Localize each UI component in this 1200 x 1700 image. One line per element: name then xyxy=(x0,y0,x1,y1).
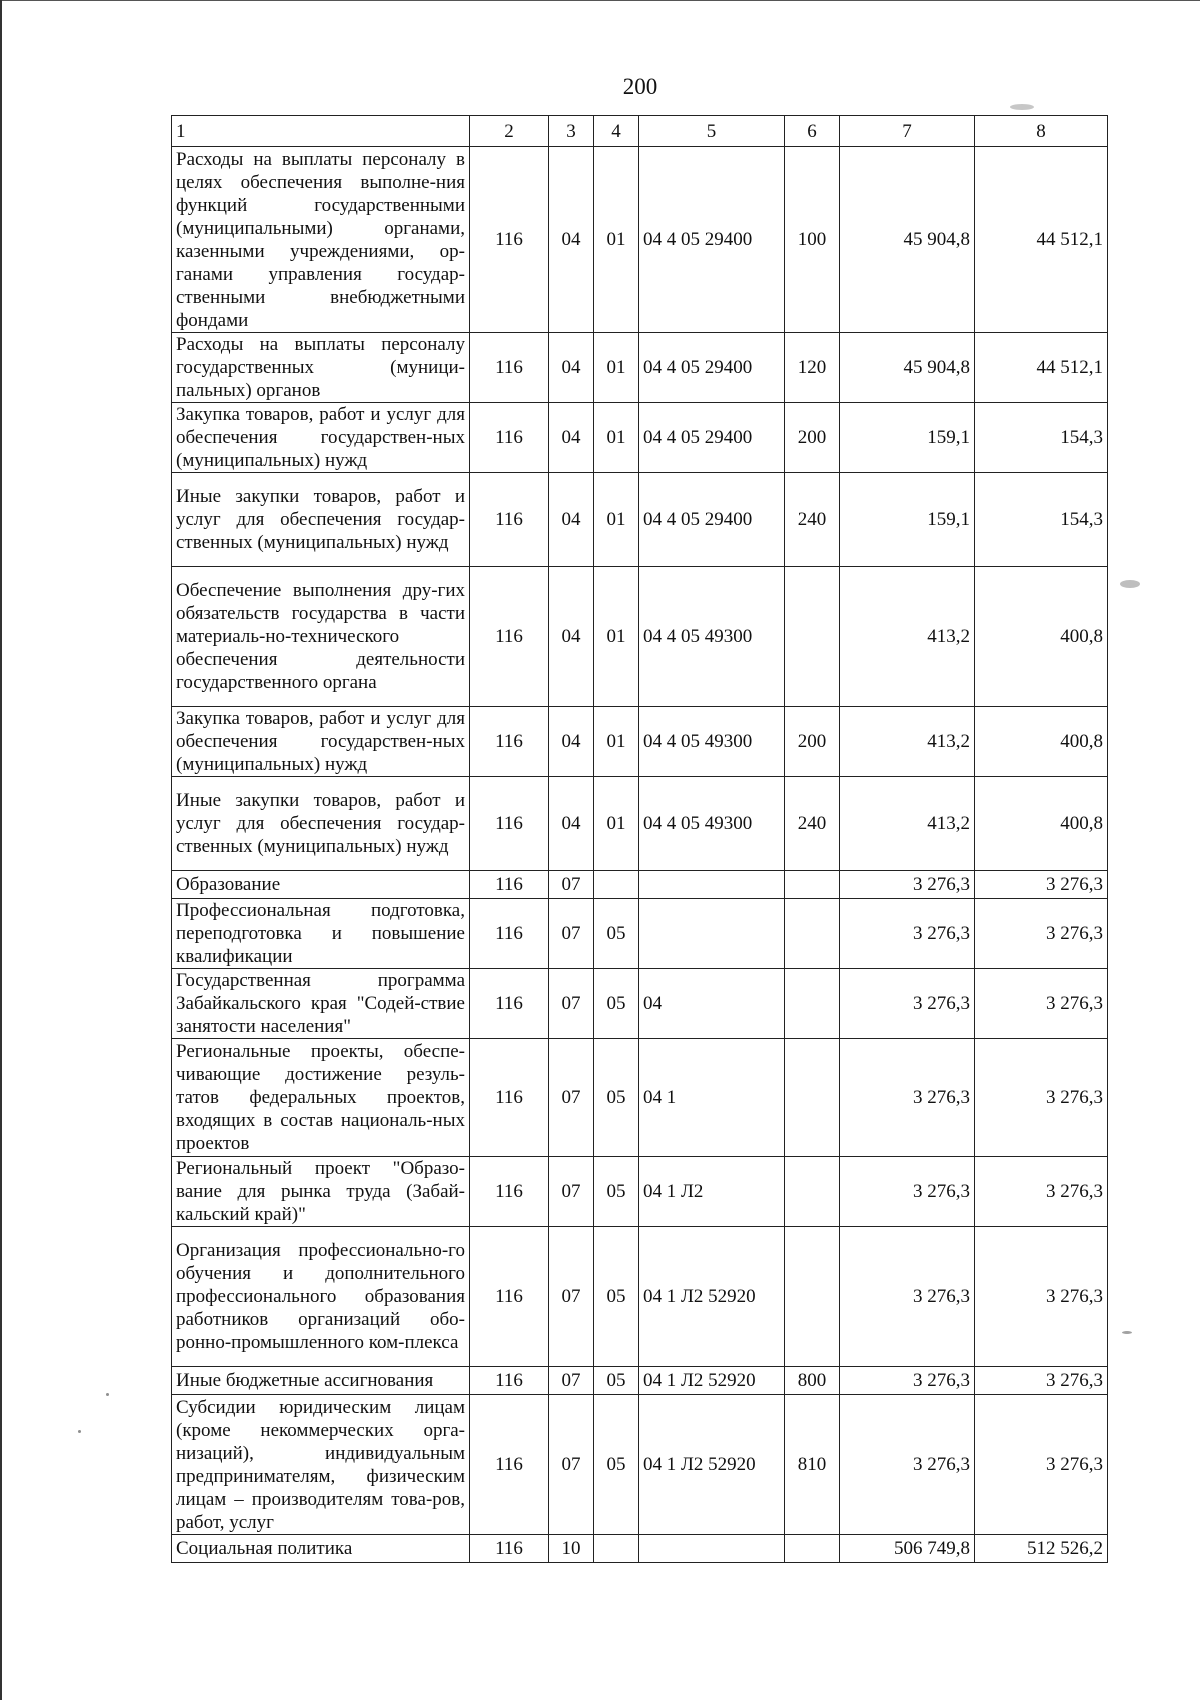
row-description: Профессиональная подготовка, переподготовка и повышение квалификации xyxy=(172,899,470,969)
row-ministry-code: 116 xyxy=(470,1157,549,1227)
row-amount-year-1: 3 276,3 xyxy=(840,1157,975,1227)
row-expense-type: 240 xyxy=(785,777,840,871)
row-section: 04 xyxy=(549,567,594,707)
row-ministry-code: 116 xyxy=(470,871,549,899)
row-expense-type xyxy=(785,567,840,707)
row-subsection: 05 xyxy=(594,1039,639,1157)
row-description: Государственная программа Забайкальского края "Содей-ствие занятости населения" xyxy=(172,969,470,1039)
row-section: 07 xyxy=(549,1367,594,1395)
header-cell-3: 3 xyxy=(549,116,594,147)
row-description: Образование xyxy=(172,871,470,899)
row-target-article: 04 xyxy=(639,969,785,1039)
row-section: 10 xyxy=(549,1535,594,1563)
row-amount-year-2: 3 276,3 xyxy=(975,871,1108,899)
row-section: 04 xyxy=(549,777,594,871)
header-cell-7: 7 xyxy=(840,116,975,147)
budget-table xyxy=(171,115,1108,1563)
row-ministry-code: 116 xyxy=(470,1367,549,1395)
table-row xyxy=(172,1157,1108,1227)
table-row xyxy=(172,333,1108,403)
row-section: 04 xyxy=(549,403,594,473)
row-ministry-code: 116 xyxy=(470,567,549,707)
row-expense-type xyxy=(785,899,840,969)
row-subsection: 05 xyxy=(594,1367,639,1395)
row-description: Субсидии юридическим лицам (кроме некоммерческих орга-низаций), индивидуальным предпринимателям, физическим лицам – производителям това-ров, работ, услуг xyxy=(172,1395,470,1535)
row-expense-type xyxy=(785,1535,840,1563)
row-expense-type: 120 xyxy=(785,333,840,403)
row-amount-year-2: 3 276,3 xyxy=(975,1157,1108,1227)
row-amount-year-2: 400,8 xyxy=(975,707,1108,777)
table-row xyxy=(172,567,1108,707)
row-section: 07 xyxy=(549,1227,594,1367)
table-row xyxy=(172,1039,1108,1157)
scan-speck xyxy=(1122,1331,1132,1334)
row-amount-year-1: 413,2 xyxy=(840,777,975,871)
row-amount-year-1: 159,1 xyxy=(840,473,975,567)
row-subsection: 01 xyxy=(594,333,639,403)
row-amount-year-2: 3 276,3 xyxy=(975,969,1108,1039)
table-row xyxy=(172,707,1108,777)
table-body xyxy=(172,147,1108,1563)
row-expense-type: 100 xyxy=(785,147,840,333)
row-target-article: 04 1 xyxy=(639,1039,785,1157)
row-expense-type xyxy=(785,1227,840,1367)
table-row xyxy=(172,473,1108,567)
row-subsection: 05 xyxy=(594,1227,639,1367)
row-amount-year-1: 3 276,3 xyxy=(840,1039,975,1157)
row-expense-type: 810 xyxy=(785,1395,840,1535)
row-description: Обеспечение выполнения дру-гих обязательств государства в части материаль-но-технического обеспечения деятельности государственного органа xyxy=(172,567,470,707)
page-number: 200 xyxy=(622,74,658,99)
row-description: Расходы на выплаты персоналу в целях обеспечения выполне-ния функций государственными (муниципальными) органами, казенными учреждениями, ор-ганами управления государ-ственными внебюджетными фондами xyxy=(172,147,470,333)
row-target-article: 04 1 Л2 52920 xyxy=(639,1395,785,1535)
row-section: 04 xyxy=(549,333,594,403)
row-amount-year-2: 3 276,3 xyxy=(975,899,1108,969)
row-ministry-code: 116 xyxy=(470,899,549,969)
row-section: 04 xyxy=(549,473,594,567)
header-cell-4: 4 xyxy=(594,116,639,147)
row-expense-type: 800 xyxy=(785,1367,840,1395)
header-cell-5: 5 xyxy=(639,116,785,147)
row-section: 07 xyxy=(549,1157,594,1227)
row-subsection: 01 xyxy=(594,777,639,871)
row-subsection xyxy=(594,1535,639,1563)
row-target-article: 04 4 05 49300 xyxy=(639,567,785,707)
row-ministry-code: 116 xyxy=(470,777,549,871)
row-expense-type xyxy=(785,1039,840,1157)
row-description: Иные бюджетные ассигнования xyxy=(172,1367,470,1395)
row-description: Региональный проект "Образо-вание для рынка труда (Забай-кальский край)" xyxy=(172,1157,470,1227)
table-row xyxy=(172,1535,1108,1563)
scan-speck xyxy=(78,1430,81,1433)
scan-left-edge xyxy=(0,0,2,1700)
row-target-article: 04 1 Л2 52920 xyxy=(639,1367,785,1395)
row-ministry-code: 116 xyxy=(470,473,549,567)
header-cell-6: 6 xyxy=(785,116,840,147)
row-section: 07 xyxy=(549,969,594,1039)
row-subsection: 01 xyxy=(594,567,639,707)
row-amount-year-1: 413,2 xyxy=(840,707,975,777)
row-amount-year-2: 44 512,1 xyxy=(975,147,1108,333)
row-target-article: 04 4 05 29400 xyxy=(639,147,785,333)
row-amount-year-2: 400,8 xyxy=(975,777,1108,871)
row-subsection: 01 xyxy=(594,403,639,473)
row-amount-year-2: 3 276,3 xyxy=(975,1227,1108,1367)
row-description: Организация профессионально-го обучения и дополнительного профессионального образования работников организаций обо-ронно-промышленного ком-плекса xyxy=(172,1227,470,1367)
row-subsection: 01 xyxy=(594,707,639,777)
row-amount-year-2: 154,3 xyxy=(975,403,1108,473)
table-row xyxy=(172,147,1108,333)
row-section: 04 xyxy=(549,707,594,777)
row-subsection: 01 xyxy=(594,473,639,567)
table-row xyxy=(172,871,1108,899)
row-target-article: 04 4 05 49300 xyxy=(639,707,785,777)
row-amount-year-1: 3 276,3 xyxy=(840,1227,975,1367)
row-subsection: 05 xyxy=(594,969,639,1039)
row-description: Региональные проекты, обеспе-чивающие достижение резуль-татов федеральных проектов, входящих в состав националь-ных проектов xyxy=(172,1039,470,1157)
row-amount-year-2: 154,3 xyxy=(975,473,1108,567)
row-description: Расходы на выплаты персоналу государственных (муници-пальных) органов xyxy=(172,333,470,403)
row-amount-year-1: 159,1 xyxy=(840,403,975,473)
scan-top-edge xyxy=(0,0,1200,1)
row-expense-type xyxy=(785,969,840,1039)
row-ministry-code: 116 xyxy=(470,333,549,403)
row-ministry-code: 116 xyxy=(470,969,549,1039)
row-ministry-code: 116 xyxy=(470,1039,549,1157)
row-amount-year-1: 3 276,3 xyxy=(840,1395,975,1535)
row-target-article xyxy=(639,871,785,899)
row-amount-year-2: 3 276,3 xyxy=(975,1367,1108,1395)
row-description: Иные закупки товаров, работ и услуг для обеспечения государ-ственных (муниципальных) нужд xyxy=(172,473,470,567)
row-amount-year-1: 45 904,8 xyxy=(840,333,975,403)
row-expense-type xyxy=(785,871,840,899)
row-ministry-code: 116 xyxy=(470,1535,549,1563)
row-target-article: 04 4 05 29400 xyxy=(639,333,785,403)
row-section: 07 xyxy=(549,899,594,969)
row-expense-type: 200 xyxy=(785,403,840,473)
row-amount-year-1: 506 749,8 xyxy=(840,1535,975,1563)
row-description: Закупка товаров, работ и услуг для обеспечения государствен-ных (муниципальных) нужд xyxy=(172,707,470,777)
row-expense-type xyxy=(785,1157,840,1227)
row-amount-year-2: 400,8 xyxy=(975,567,1108,707)
row-description: Закупка товаров, работ и услуг для обеспечения государствен-ных (муниципальных) нужд xyxy=(172,403,470,473)
row-section: 07 xyxy=(549,1039,594,1157)
row-target-article: 04 4 05 29400 xyxy=(639,473,785,567)
header-cell-2: 2 xyxy=(470,116,549,147)
row-amount-year-1: 413,2 xyxy=(840,567,975,707)
row-expense-type: 240 xyxy=(785,473,840,567)
table-row xyxy=(172,969,1108,1039)
table-row xyxy=(172,899,1108,969)
row-section: 07 xyxy=(549,871,594,899)
row-amount-year-1: 3 276,3 xyxy=(840,899,975,969)
table-row xyxy=(172,1367,1108,1395)
row-amount-year-1: 45 904,8 xyxy=(840,147,975,333)
row-amount-year-2: 44 512,1 xyxy=(975,333,1108,403)
scan-speck xyxy=(106,1393,109,1396)
row-description: Иные закупки товаров, работ и услуг для обеспечения государ-ственных (муниципальных) нужд xyxy=(172,777,470,871)
row-subsection: 05 xyxy=(594,899,639,969)
row-target-article: 04 4 05 49300 xyxy=(639,777,785,871)
scan-speck xyxy=(1120,580,1140,588)
row-section: 07 xyxy=(549,1395,594,1535)
row-amount-year-1: 3 276,3 xyxy=(840,871,975,899)
row-target-article: 04 1 Л2 xyxy=(639,1157,785,1227)
row-ministry-code: 116 xyxy=(470,1227,549,1367)
row-description: Социальная политика xyxy=(172,1535,470,1563)
header-cell-8: 8 xyxy=(975,116,1108,147)
row-ministry-code: 116 xyxy=(470,707,549,777)
row-ministry-code: 116 xyxy=(470,1395,549,1535)
row-amount-year-1: 3 276,3 xyxy=(840,969,975,1039)
row-amount-year-2: 3 276,3 xyxy=(975,1395,1108,1535)
row-expense-type: 200 xyxy=(785,707,840,777)
table-row xyxy=(172,1395,1108,1535)
row-ministry-code: 116 xyxy=(470,147,549,333)
table-header xyxy=(172,116,1108,147)
row-ministry-code: 116 xyxy=(470,403,549,473)
row-target-article xyxy=(639,1535,785,1563)
row-section: 04 xyxy=(549,147,594,333)
row-amount-year-2: 512 526,2 xyxy=(975,1535,1108,1563)
row-amount-year-1: 3 276,3 xyxy=(840,1367,975,1395)
row-amount-year-2: 3 276,3 xyxy=(975,1039,1108,1157)
scan-speck xyxy=(1010,104,1034,110)
table-row xyxy=(172,777,1108,871)
row-subsection: 01 xyxy=(594,147,639,333)
header-cell-1: 1 xyxy=(172,116,470,147)
table-row xyxy=(172,1227,1108,1367)
row-target-article: 04 4 05 29400 xyxy=(639,403,785,473)
row-subsection xyxy=(594,871,639,899)
table-row xyxy=(172,403,1108,473)
header-row xyxy=(172,116,1108,147)
row-target-article: 04 1 Л2 52920 xyxy=(639,1227,785,1367)
row-subsection: 05 xyxy=(594,1157,639,1227)
row-subsection: 05 xyxy=(594,1395,639,1535)
row-target-article xyxy=(639,899,785,969)
